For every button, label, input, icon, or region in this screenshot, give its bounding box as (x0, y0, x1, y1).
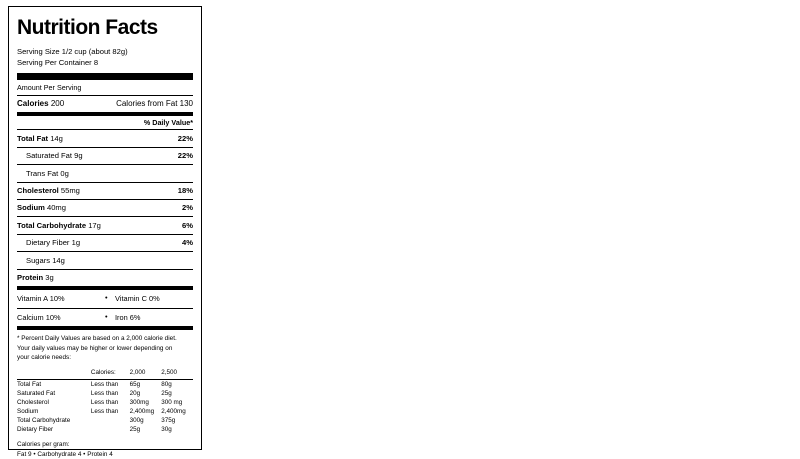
vitamin-row (17, 290, 193, 307)
nutrient-name-text: Trans Fat (26, 168, 59, 178)
dv-2000: 20g (129, 389, 141, 397)
dv-less: Less than (90, 407, 119, 415)
nutrient-name (26, 151, 83, 160)
footnote (17, 330, 193, 367)
nutrient-row (17, 130, 193, 146)
table-row (17, 389, 193, 398)
dv-2500: 300 mg (161, 398, 183, 406)
dv-2000: 25g (129, 426, 141, 434)
col-calories: Calories: (91, 369, 130, 380)
table-header-row (17, 369, 193, 380)
nutrient-amount: 55mg (60, 186, 80, 195)
nutrient-name (17, 273, 54, 282)
calories-from-fat: Calories from Fat 130 (116, 99, 193, 109)
col-2000: 2,000 (130, 369, 162, 380)
table-row (17, 416, 193, 425)
nutrient-row (17, 200, 193, 216)
nutrient-row (17, 252, 193, 268)
servings-per-container: Serving Per Container 8 (17, 58, 99, 68)
daily-value-table (17, 369, 193, 435)
nutrient-amount: 40mg (46, 203, 66, 213)
nutrient-row (17, 270, 193, 286)
nutrient-name-text: Total Fat (17, 133, 49, 143)
table-row (17, 398, 193, 407)
nutrient-name (17, 186, 80, 195)
nutrient-amount: 14g (52, 255, 65, 265)
nutrient-amount: 14g (50, 133, 63, 143)
nutrient-row (17, 148, 193, 164)
nutrient-name (17, 221, 101, 230)
nutrient-name (17, 134, 63, 143)
nutrient-pct: 18% (177, 186, 193, 195)
dv-2000: 300g (129, 416, 144, 424)
dv-less: Less than (90, 380, 119, 388)
nutrient-name-text: Dietary Fiber (26, 238, 70, 248)
nutrient-row (17, 165, 193, 181)
nutrient-name-text: Protein (17, 273, 44, 283)
col-blank (17, 369, 91, 380)
nutrient-name (26, 256, 65, 265)
nutrition-facts-panel (8, 6, 202, 459)
nutrient-row (17, 235, 193, 251)
nutrient-amount: 9g (74, 151, 83, 161)
calories-label: Calories (17, 99, 49, 109)
nutrient-name-text: Cholesterol (17, 186, 59, 195)
nutrient-pct: 6% (182, 220, 193, 230)
nutrient-amount: 0g (60, 168, 69, 178)
footnote-line-3: your calorie needs: (17, 354, 71, 362)
table-row (17, 425, 193, 434)
nutrient-amount: 1g (71, 238, 81, 248)
footnote-line-2: Your daily values may be higher or lower depending on (17, 344, 173, 352)
nutrient-name-text: Saturated Fat (26, 151, 73, 161)
nutrient-name (26, 238, 80, 247)
nutrient-name-text: Sodium (17, 203, 45, 213)
nutrient-amount: 17g (88, 220, 101, 230)
dv-2000: 2,400mg (129, 407, 155, 415)
col-2500: 2,500 (161, 369, 193, 380)
daily-value-header: % Daily Value* (143, 118, 193, 128)
vitamin-row (17, 309, 193, 326)
nutrient-name-text: Total Carbohydrate (17, 220, 87, 230)
calories-per-gram-values: Fat 9 • Carbohydrate 4 • Protein 4 (17, 451, 113, 459)
nutrient-row (17, 217, 193, 233)
nutrient-row (17, 183, 193, 199)
vitamin-c: • Vitamin C 0% (105, 294, 193, 303)
calories-row (17, 96, 193, 112)
vitamin-a: Vitamin A 10% (17, 294, 65, 304)
dv-name: Cholesterol (17, 398, 49, 406)
footnote-line-1: * Percent Daily Values are based on a 2,000 calorie diet. (17, 334, 177, 342)
dv-2500: 375g (161, 416, 176, 424)
dv-name: Total Carbohydrate (17, 416, 71, 424)
dv-less: Less than (90, 389, 119, 397)
table-row (17, 380, 193, 390)
nutrient-name (26, 169, 69, 178)
calcium: Calcium 10% (17, 312, 61, 322)
dv-2500: 2,400mg (161, 407, 186, 415)
dv-name: Saturated Fat (17, 389, 56, 397)
serving-size: Serving Size 1/2 cup (about 82g) (17, 47, 128, 57)
divider-thick (17, 73, 193, 80)
dv-name: Total Fat (17, 380, 42, 388)
nutrient-pct: 4% (182, 238, 193, 248)
calories-value: 200 (50, 99, 65, 109)
amount-per-serving-label: Amount Per Serving (17, 83, 82, 93)
nutrient-pct: 22% (177, 133, 193, 143)
calories-group (17, 99, 64, 109)
dv-name: Dietary Fiber (17, 426, 54, 434)
dv-less (91, 416, 130, 425)
nutrient-pct: 22% (177, 151, 193, 161)
dv-name: Sodium (17, 407, 39, 415)
dv-less: Less than (90, 398, 119, 406)
iron: • Iron 6% (105, 313, 193, 322)
page-title: Nutrition Facts (17, 16, 158, 39)
nutrient-name (17, 203, 66, 212)
nutrient-amount: 3g (45, 273, 54, 283)
dv-2500: 25g (161, 389, 172, 397)
nutrient-name-text: Sugars (26, 255, 51, 265)
dv-2500: 80g (161, 380, 172, 388)
calories-per-gram-label: Calories per gram: (17, 441, 70, 449)
table-row (17, 407, 193, 416)
dv-less (91, 425, 130, 434)
dv-2000: 300mg (129, 398, 149, 406)
dv-2000: 65g (129, 380, 141, 388)
nutrient-pct: 2% (182, 203, 193, 213)
dv-2500: 30g (161, 426, 172, 434)
